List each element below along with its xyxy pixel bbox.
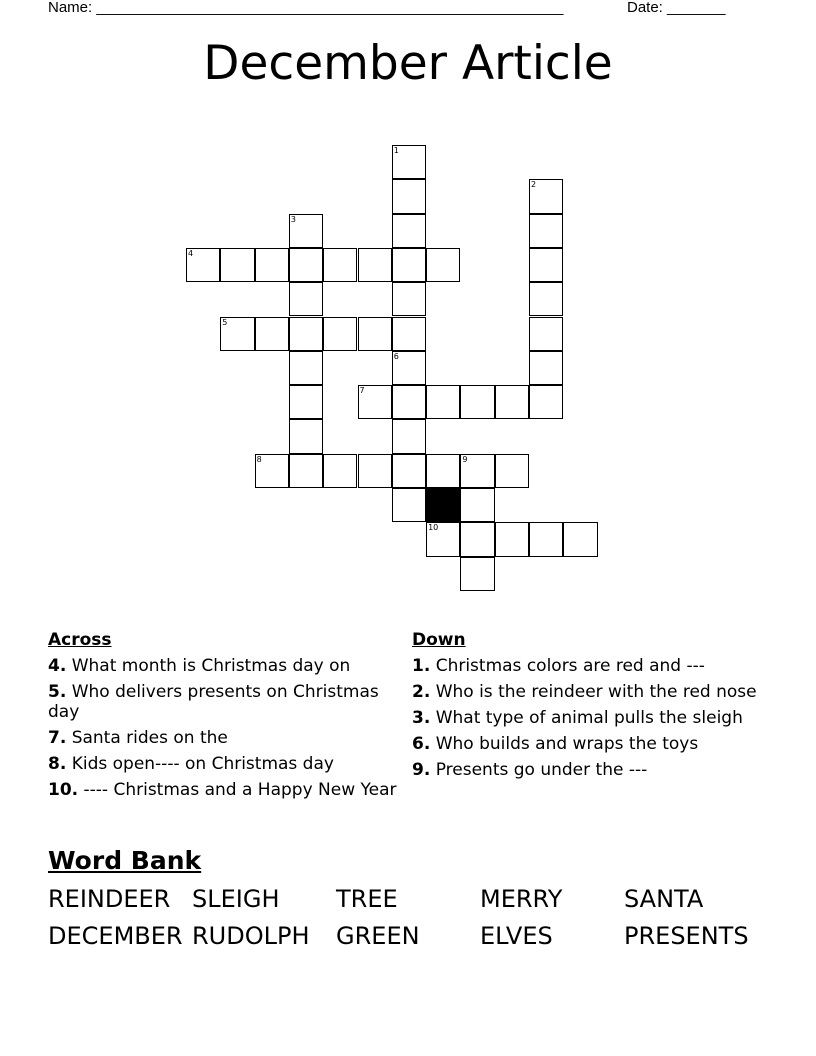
grid-cell[interactable] xyxy=(255,317,289,351)
grid-cell[interactable] xyxy=(460,522,494,556)
clue-text: Who is the reindeer with the red nose xyxy=(430,682,757,702)
grid-cell[interactable] xyxy=(529,317,563,351)
grid-cell[interactable] xyxy=(529,522,563,556)
clue-number: 9. xyxy=(412,760,431,780)
grid-cell[interactable] xyxy=(495,522,529,556)
grid-cell[interactable] xyxy=(289,282,323,316)
clue-text: Christmas colors are red and --- xyxy=(430,656,705,676)
grid-cell[interactable] xyxy=(289,317,323,351)
grid-cell[interactable] xyxy=(392,282,426,316)
clue-text: ---- Christmas and a Happy New Year xyxy=(78,780,397,800)
grid-cell[interactable] xyxy=(392,317,426,351)
down-clues xyxy=(412,630,772,786)
grid-cell[interactable] xyxy=(529,282,563,316)
grid-cell[interactable] xyxy=(392,351,426,385)
clue-number: 9 xyxy=(462,454,468,464)
grid-cell[interactable] xyxy=(460,488,494,522)
across-clue xyxy=(48,728,398,748)
grid-cell[interactable] xyxy=(289,351,323,385)
grid-cell[interactable] xyxy=(392,385,426,419)
grid-cell[interactable] xyxy=(255,454,289,488)
clue-number: 4 xyxy=(188,248,194,258)
word-bank-word: SLEIGH xyxy=(192,885,280,913)
clue-number: 5. xyxy=(48,682,67,702)
grid-cell[interactable] xyxy=(323,248,357,282)
word-bank-word: TREE xyxy=(336,885,398,913)
down-clue xyxy=(412,760,772,780)
grid-cell[interactable] xyxy=(495,385,529,419)
grid-cell[interactable] xyxy=(358,385,392,419)
clue-number: 3 xyxy=(290,214,296,224)
word-bank-word: SANTA xyxy=(624,885,704,913)
grid-cell[interactable] xyxy=(426,248,460,282)
grid-cell[interactable] xyxy=(323,454,357,488)
grid-cell[interactable] xyxy=(358,454,392,488)
word-bank-word: RUDOLPH xyxy=(192,922,310,950)
clue-number: 1 xyxy=(393,146,399,155)
grid-cell[interactable] xyxy=(289,419,323,453)
word-bank-word: GREEN xyxy=(336,922,420,950)
grid-cell[interactable] xyxy=(392,145,426,179)
grid-cell[interactable] xyxy=(426,385,460,419)
grid-cell[interactable] xyxy=(289,454,323,488)
clue-text: Presents go under the --- xyxy=(430,760,648,780)
clue-number: 3. xyxy=(412,708,431,728)
grid-cell[interactable] xyxy=(323,317,357,351)
grid-cell[interactable] xyxy=(529,214,563,248)
clue-number: 8. xyxy=(48,754,67,774)
clue-number: 8 xyxy=(256,454,262,464)
clue-text: What type of animal pulls the sleigh xyxy=(430,708,743,728)
grid-cell[interactable] xyxy=(529,351,563,385)
grid-cell[interactable] xyxy=(289,248,323,282)
grid-cell[interactable] xyxy=(220,317,254,351)
across-clues xyxy=(48,630,398,806)
across-clue xyxy=(48,656,398,676)
down-clue xyxy=(412,734,772,754)
across-heading: Across xyxy=(48,630,112,650)
grid-cell[interactable] xyxy=(529,179,563,213)
grid-cell[interactable] xyxy=(529,385,563,419)
grid-cell[interactable] xyxy=(358,317,392,351)
clue-number: 5 xyxy=(222,317,228,327)
grid-cell[interactable] xyxy=(563,522,597,556)
clue-number: 7 xyxy=(359,386,365,396)
grid-cell[interactable] xyxy=(220,248,254,282)
grid-cell[interactable] xyxy=(426,454,460,488)
grid-block xyxy=(426,488,460,522)
down-heading: Down xyxy=(412,630,466,650)
grid-cell[interactable] xyxy=(460,385,494,419)
grid-cell[interactable] xyxy=(460,557,494,591)
clue-number: 6 xyxy=(393,351,399,361)
clue-text: Kids open---- on Christmas day xyxy=(66,754,334,774)
word-bank-word: ELVES xyxy=(480,922,553,950)
clue-number: 10 xyxy=(428,523,439,533)
clue-text: Who delivers presents on Christmas day xyxy=(48,682,379,722)
across-clue xyxy=(48,682,398,722)
down-clue xyxy=(412,656,772,676)
across-clue xyxy=(48,780,398,800)
word-bank-word: MERRY xyxy=(480,885,563,913)
clue-number: 2. xyxy=(412,682,431,702)
grid-cell[interactable] xyxy=(392,214,426,248)
clue-number: 6. xyxy=(412,734,431,754)
word-bank-title: Word Bank xyxy=(48,846,202,875)
grid-cell[interactable] xyxy=(392,488,426,522)
across-clue xyxy=(48,754,398,774)
grid-cell[interactable] xyxy=(186,248,220,282)
grid-cell[interactable] xyxy=(392,419,426,453)
name-field-label: Name: ________________________________________________________ xyxy=(48,0,564,16)
clue-number: 1. xyxy=(412,656,431,676)
clue-number: 2 xyxy=(531,180,537,190)
grid-cell[interactable] xyxy=(392,454,426,488)
grid-cell[interactable] xyxy=(392,179,426,213)
grid-cell[interactable] xyxy=(358,248,392,282)
word-bank-word: PRESENTS xyxy=(624,922,749,950)
down-clue xyxy=(412,708,772,728)
grid-cell[interactable] xyxy=(255,248,289,282)
grid-cell[interactable] xyxy=(529,248,563,282)
clue-text: What month is Christmas day on xyxy=(66,656,351,676)
grid-cell[interactable] xyxy=(289,385,323,419)
date-field-label: Date: _______ xyxy=(627,0,726,16)
clue-text: Santa rides on the xyxy=(66,728,228,748)
clue-number: 7. xyxy=(48,728,67,748)
grid-cell[interactable] xyxy=(495,454,529,488)
grid-cell[interactable] xyxy=(426,522,460,556)
grid-cell[interactable] xyxy=(289,214,323,248)
word-bank-word: REINDEER xyxy=(48,885,171,913)
page-title: December Article xyxy=(203,36,613,91)
clue-number: 10. xyxy=(48,780,79,800)
down-clue xyxy=(412,682,772,702)
grid-cell[interactable] xyxy=(460,454,494,488)
word-bank-word: DECEMBER xyxy=(48,922,183,950)
clue-number: 4. xyxy=(48,656,67,676)
grid-cell[interactable] xyxy=(392,248,426,282)
clue-text: Who builds and wraps the toys xyxy=(430,734,699,754)
